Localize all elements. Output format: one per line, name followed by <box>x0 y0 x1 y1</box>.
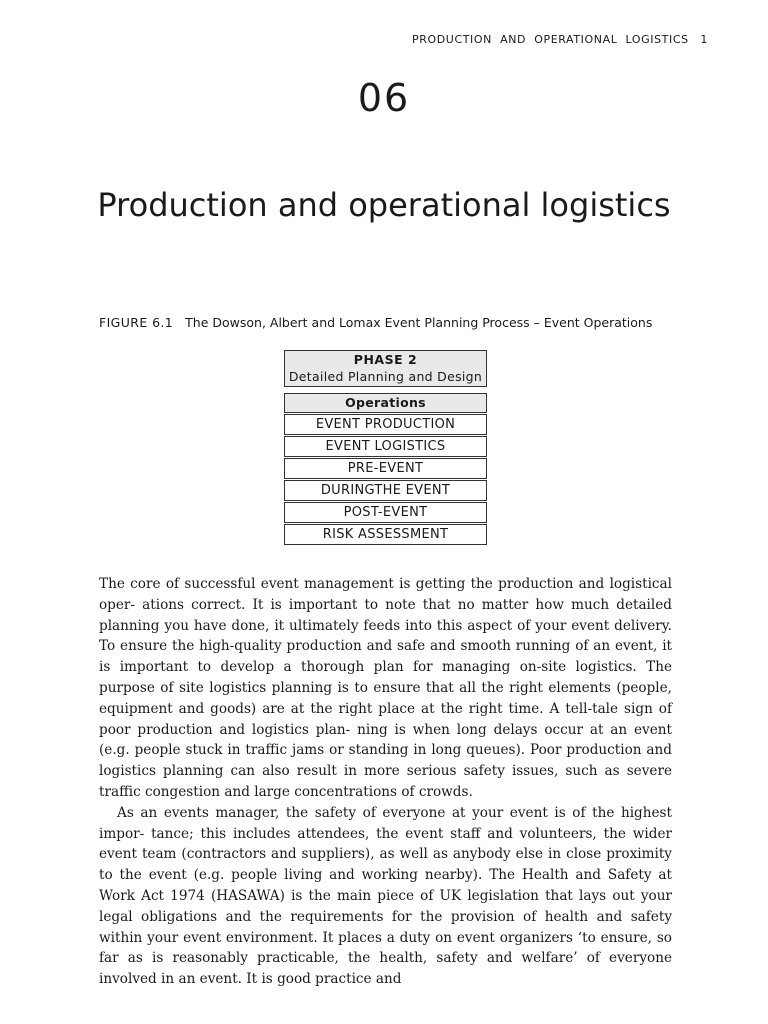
operations-item: EVENT LOGISTICS <box>284 436 487 457</box>
operations-stack <box>284 393 487 546</box>
operations-item: EVENT PRODUCTION <box>284 414 487 435</box>
body-text <box>99 574 672 990</box>
body-paragraph: The core of successful event management is getting the production and logistical oper- ations correct. It is important to note that no matter how much detailed planning you have done, it ultimately feeds into this aspect of your event delivery. To ensure the high-quality production and safe and smooth running of an event, it is important to develop a thorough plan for managing on-site logistics. The purpose of site logistics planning is to ensure that all the right elements (people, equipment and goods) are at the right place at the right time. A tell-tale sign of poor production and logistics plan- ning is when long delays occur at an event (e.g. people stuck in traffic jams or standing in long queues). Poor production and logistics planning can also result in more serious safety issues, such as severe traffic congestion and large concentrations of crowds. <box>99 576 672 800</box>
page-number: 1 <box>700 33 708 46</box>
figure-caption-text: The Dowson, Albert and Lomax Event Planning Process – Event Operations <box>185 315 653 330</box>
operations-item: PRE-EVENT <box>284 458 487 479</box>
operations-item: POST-EVENT <box>284 502 487 523</box>
chapter-number: 06 <box>357 76 411 120</box>
phase-box <box>284 350 487 387</box>
operations-header: Operations <box>284 393 487 413</box>
figure-label: FIGURE 6.1 <box>99 315 174 330</box>
phase-subtitle: Detailed Planning and Design <box>288 369 483 384</box>
phase-title: PHASE 2 <box>353 352 418 367</box>
running-header <box>412 33 708 49</box>
operations-item: DURINGTHE EVENT <box>284 480 487 501</box>
running-title: PRODUCTION AND OPERATIONAL LOGISTICS <box>412 33 689 46</box>
body-paragraph: As an events manager, the safety of everyone at your event is of the highest impor- tance; this includes attendees, the event staff and volunteers, the wider event team (contractors and suppliers), as well as anybody else in close proximity to the event (e.g. people living and working nearby). The Health and Safety at Work Act 1974 (HASAWA) is the main piece of UK legislation that lays out your legal obligations and the requirements for the provision of health and safety within your event environment. It places a duty on event organizers ‘to ensure, so far as is reasonably practicable, the health, safety and welfare’ of everyone involved in an event. It is good practice and <box>99 804 672 988</box>
chapter-title: Production and operational logistics <box>97 186 671 224</box>
operations-item: RISK ASSESSMENT <box>284 524 487 545</box>
figure-caption <box>99 315 679 330</box>
